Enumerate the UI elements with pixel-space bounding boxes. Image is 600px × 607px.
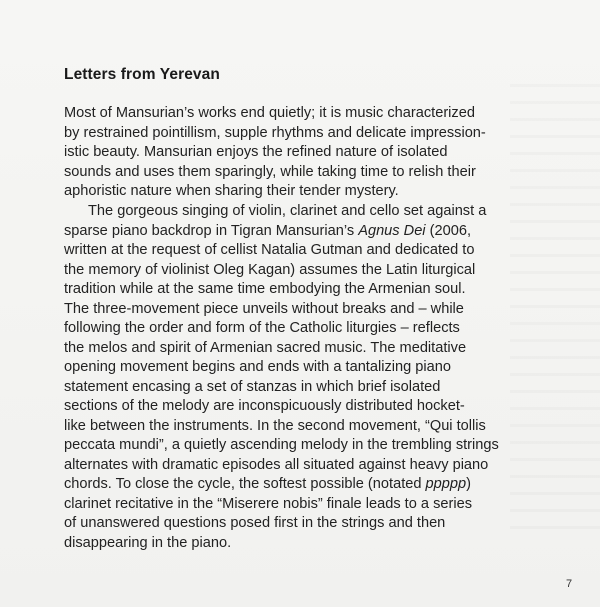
paragraph-1-line: istic beauty. Mansurian enjoys the refined nature of isolated <box>64 144 448 160</box>
paragraph-1-line: by restrained pointillism, supple rhythms and delicate impression- <box>64 124 486 141</box>
paragraph-1-line: sounds and uses them sparingly, while taking time to relish their <box>64 163 476 180</box>
paragraph-1-line: aphoristic nature when sharing their tender mystery. <box>64 183 399 199</box>
paragraph-2-line: the memory of violinist Oleg Kagan) assumes the Latin liturgical <box>64 261 476 278</box>
paragraph-2-line: peccata mundi”, a quietly ascending melody in the trembling strings <box>64 437 499 453</box>
text-run: chords. To close the cycle, the softest possible (notated <box>64 476 426 492</box>
paragraph-2-line: clarinet recitative in the “Miserere nobis” finale leads to a series <box>64 495 472 512</box>
dynamic-marking-italic: ppppp <box>425 476 467 492</box>
paragraph-2-line: written at the request of cellist Natalia Gutman and dedicated to <box>64 242 475 258</box>
paragraph-2-line: of unanswered questions posed first in the strings and then <box>64 515 446 531</box>
paragraph-1-line: Most of Mansurian’s works end quietly; it is music characterized <box>64 105 475 121</box>
paragraph-2-line: disappearing in the piano. <box>64 534 232 551</box>
section-heading: Letters from Yerevan <box>64 66 220 83</box>
paragraph-2-line: The three-movement piece unveils without breaks and – while <box>64 300 464 317</box>
paragraph-2-line: The gorgeous singing of violin, clarinet and cello set against a <box>88 203 487 219</box>
paragraph-2-line: alternates with dramatic episodes all situated against heavy piano <box>64 456 489 473</box>
text-run: ) <box>466 476 471 492</box>
paragraph-2-line: following the order and form of the Catholic liturgies – reflects <box>64 320 460 336</box>
paragraph-2-line: like between the instruments. In the second movement, “Qui tollis <box>64 417 486 434</box>
text-run: sparse piano backdrop in Tigran Mansurian’s <box>64 222 359 239</box>
page-number: 7 <box>566 578 573 590</box>
paragraph-2-line: statement encasing a set of stanzas in which brief isolated <box>64 378 441 395</box>
paragraph-2-line <box>64 475 516 495</box>
paragraph-2 <box>64 202 516 553</box>
work-title-italic: Agnus Dei <box>358 222 426 239</box>
show-through-texture <box>510 70 600 540</box>
paragraph-2-line: the melos and spirit of Armenian sacred music. The meditative <box>64 339 467 356</box>
paragraph-2-line: tradition while at the same time embodying the Armenian soul. <box>64 281 466 297</box>
paragraph-1 <box>64 104 516 202</box>
paragraph-2-line: sections of the melody are inconspicuously distributed hocket- <box>64 398 465 414</box>
text-run: (2006, <box>425 222 471 239</box>
paragraph-2-line: opening movement begins and ends with a tantalizing piano <box>64 359 451 375</box>
paragraph-2-line <box>64 222 516 242</box>
